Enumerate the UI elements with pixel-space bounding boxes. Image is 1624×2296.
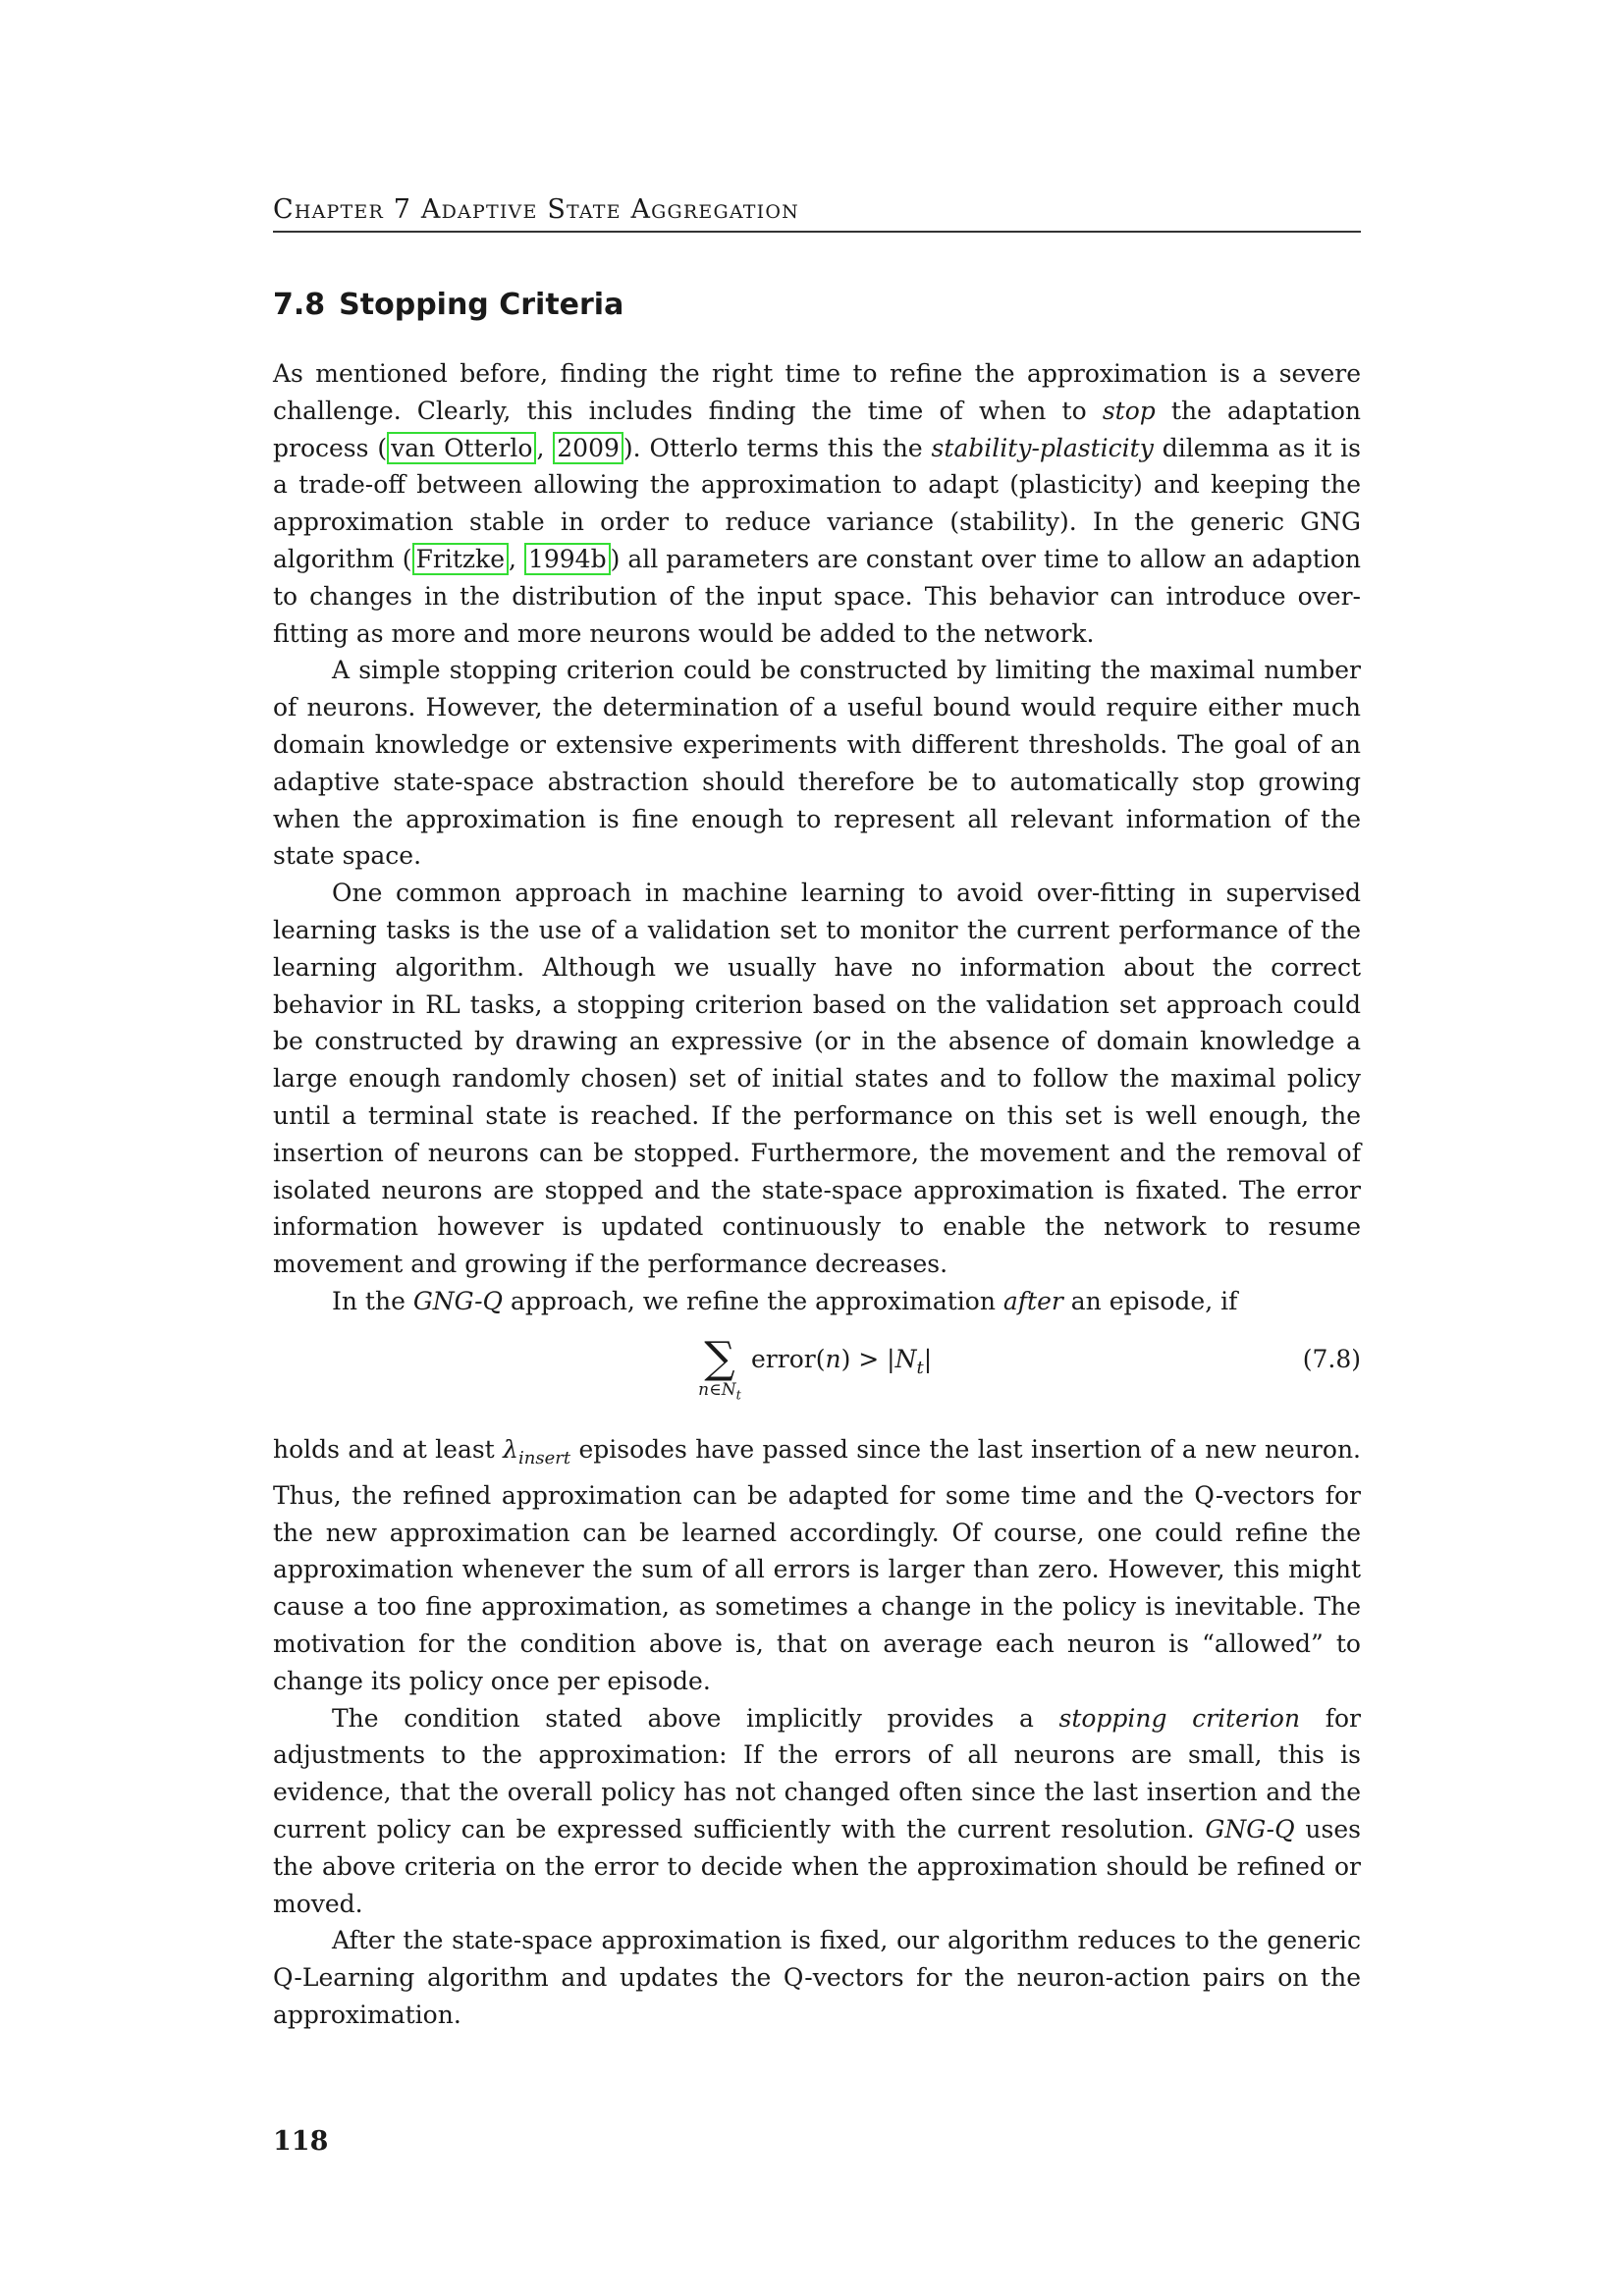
p5-text-a: holds and at least [273,1435,504,1464]
p4-emph-gngq: GNG-Q [412,1286,504,1315]
p1-text-a: As mentioned before, finding the right time to refine the approximation is a severe challenge. Clearly, this includes finding the time of when to [273,359,1361,425]
sum-subscript-t: t [735,1388,741,1404]
p4-emph-after: after [1002,1286,1063,1315]
citation-link-2009[interactable]: 2009 [553,432,623,464]
p5-text-b: episodes have passed since the last insertion of a new neuron. Thus, the refined approximation can be adapted for some time and the Q-vectors for the new approximation can be learned accordingly. Of course, one could refine the approximation whenever the sum of all errors is larger than zero. However, this might cause a too fine approximation, as sometimes a change in the policy is inevitable. The motivation for the condition above is, that on average each neuron is “allowed” to change its policy once per episode. [273,1435,1361,1695]
p6-text-c: uses the above criteria on the error to decide when the approximation should be refined or moved. [273,1814,1361,1918]
equation-sum [690,1335,749,1403]
paragraph-3: One common approach in machine learning to avoid over-fitting in supervised learning tasks is the use of a validation set to monitor the current performance of the learning algorithm. Although we usually have no information about the correct behavior in RL tasks, a stopping criterion based on the validation set approach could be constructed by drawing an expressive (or in the absence of domain knowledge a large enough randomly chosen) set of initial states and to follow the maximal policy until a terminal state is reached. If the performance on this set is well enough, the insertion of neurons can be stopped. Furthermore, the movement and the removal of isolated neurons are stopped and the state-space approximation is fixated. The error information however is updated continuously to enable the network to resume movement and growing if the performance decreases. [273,879,1361,1279]
body-text-upper [273,355,1361,1320]
p6-emph-criterion: stopping criterion [1058,1703,1301,1733]
citation-link-1994b[interactable]: 1994b [524,543,611,575]
sigma-symbol: ∑ [704,1333,735,1383]
equation-number: (7.8) [1302,1345,1361,1373]
p4-text-b: approach, we refine the approximation [503,1286,1003,1315]
page-number: 118 [273,2126,329,2157]
p4-text-a: In the [332,1286,413,1315]
eq-body-t: t [916,1358,924,1378]
paragraph-6 [273,1700,1361,1923]
p1-text-c: ). Otterlo terms this the [623,433,932,462]
paragraph-2: A simple stopping criterion could be constructed by limiting the maximal number of neurons. However, the determination of a useful bound would require either much domain knowledge or extensive experiments with different thresholds. The goal of an adaptive state-space abstraction should therefore be to automatically stop growing when the approximation is fine enough to represent all relevant information of the state space. [273,656,1361,871]
citation-link-fritzke[interactable]: Fritzke [412,543,509,575]
p4-text-c: an episode, if [1062,1286,1238,1315]
p1-text-d: dilemma as it is a trade-off between allowing the approximation to adapt (plasticity) and keeping the approximation stable in order to reduce variance (stability). In the generic GNG algorithm ( [273,433,1361,573]
running-head: Chapter 7 Adaptive State Aggregation [273,194,1361,233]
equation-body [751,1345,932,1378]
eq-body-b: ) > | [840,1345,895,1373]
p1-text-e: ) all parameters are constant over time to allow an adaption to changes in the distribution of the input space. This behavior can introduce over-fitting as more and more neurons would be added to the network. [273,544,1361,648]
p5-insert-subscript: insert [518,1448,571,1468]
p5-lambda: λ [503,1435,518,1464]
section-number: 7.8 [273,288,326,322]
p1-emph-term: stability-plasticity [931,433,1154,462]
sum-subscript-main: n∈N [698,1380,736,1400]
p1-cite1-sep: , [536,433,554,462]
eq-body-c: | [923,1345,933,1373]
paragraph-1 [273,355,1361,652]
equation-7-8 [273,1335,1361,1414]
section-title-text: Stopping Criteria [339,288,624,322]
sum-subscript [690,1380,749,1403]
body-text-lower [273,1431,1361,2034]
section-heading [273,288,637,322]
p6-text-a: The condition stated above implicitly provides a [332,1703,1059,1733]
p1-cite2-sep: , [509,544,524,573]
eq-body-a: error( [751,1345,826,1373]
citation-link-van-otterlo[interactable]: van Otterlo [387,432,536,464]
p6-emph-gngq: GNG-Q [1205,1814,1295,1843]
p1-text-b: the adaptation process ( [273,396,1361,462]
p1-emph-stop: stop [1102,396,1156,425]
paragraph-4 [273,1283,1361,1320]
eq-body-N: N [894,1345,917,1373]
paragraph-5 [273,1431,1361,1700]
eq-body-n: n [825,1345,841,1373]
paragraph-7: After the state-space approximation is fixed, our algorithm reduces to the generic Q-Learning algorithm and updates the Q-vectors for the neuron-action pairs on the approximation. [273,1926,1361,2029]
p6-text-b: for adjustments to the approximation: If the errors of all neurons are small, this is evidence, that the overall policy has not changed often since the last insertion and the current policy can be expressed sufficiently with the current resolution. [273,1703,1361,1843]
